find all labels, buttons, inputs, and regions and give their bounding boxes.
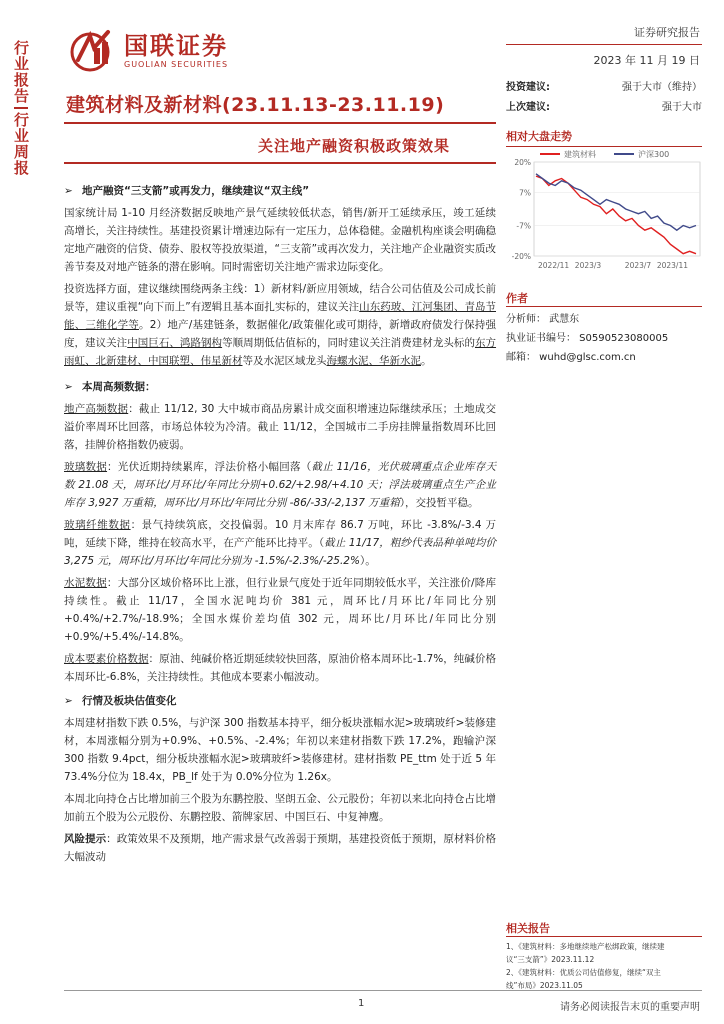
risk-note: 风险提示：政策效果不及预期，地产需求景气改善弱于预期，基建投资低于预期，原材料价格大幅波动 xyxy=(64,833,497,863)
paragraph-realestate: 地产高频数据：截止 11/12, 30 大中城市商品房累计成交面积增速边际继续承压；土地成交溢价率周环比回落，市场总体较为冷清。截止 11/12，全国城市二手房挂牌量指数周环比回落，挂牌价格指数仍疲弱。 xyxy=(64,403,496,451)
side-label-report: 行业报告 xyxy=(12,40,30,104)
subtitle-rule xyxy=(64,162,496,164)
related-report-1b[interactable]: 议“三支箭”》2023.11.12 xyxy=(506,955,595,964)
author-rule xyxy=(506,306,702,307)
legend-label-0: 建筑材料 xyxy=(564,150,596,159)
legend-label-1: 沪深300 xyxy=(638,150,670,159)
rating-prev-value: 强于大市 xyxy=(662,102,702,113)
report-type: 证券研究报告 xyxy=(634,26,700,39)
paragraph-glass: 玻璃数据：光伏近期持续累库，浮法价格小幅回落（截止 11/16，光伏玻璃重点企业库存天数 21.08 天，周环比/月环比/年同比分别+0.62/+2.98/+4.10 天；浮法玻璃重点生产企业库存 3,927 万重箱，周环比/月环比/年同比分别 -86/-33/-2,137 万重箱），交投暂平稳。 xyxy=(64,461,497,509)
main-body xyxy=(64,180,496,870)
series-line-0 xyxy=(536,176,696,254)
footer-rule xyxy=(64,990,702,991)
section-heading-3: ➢ 行情及板块估值变化 xyxy=(64,692,496,710)
section-heading-1: ➢ 地产融资“三支箭”或再发力，继续建议“双主线” xyxy=(64,182,496,200)
y-tick-label: 20% xyxy=(514,158,531,167)
footer-disclaimer: 请务必阅读报告末页的重要声明 xyxy=(560,1002,700,1013)
side-label xyxy=(0,40,42,280)
paragraph-3: 本周建材指数下跌 0.5%，与沪深 300 指数基本持平，细分板块涨幅水泥>玻璃玻纤>装修建材，本周涨幅分别为+0.9%、+0.5%、-2.4%；年初以来建材指数下跌 17.2%，跑输沪深 300 指数 9.4pct，细分板块涨幅水泥>玻璃玻纤>装修建材。建材指数 PE_ttm 处于近 5 年 73.4%分位为 18.4x，PB_lf 处于为 0.0%分位为 1.26x。 xyxy=(64,717,496,783)
report-date: 2023 年 11 月 19 日 xyxy=(593,54,700,67)
section-heading-2: ➢ 本周高频数据： xyxy=(64,378,496,396)
relative-performance-chart xyxy=(504,148,702,272)
rating-block xyxy=(506,78,702,118)
x-tick-label: 2023/7 xyxy=(624,261,652,270)
page-number: 1 xyxy=(358,998,365,1009)
company-logo xyxy=(68,24,288,76)
logo-text-cn: 国联证券 xyxy=(124,31,228,60)
header-rule xyxy=(506,44,702,45)
license-number: 执业证书编号： S0590523080005 xyxy=(506,333,669,344)
rating-current-value: 强于大市（维持） xyxy=(622,82,702,93)
author-title: 作者 xyxy=(506,292,528,305)
paragraph-cement: 水泥数据：大部分区域价格环比上涨，但行业景气度处于近年同期较低水平，关注涨价/降库持续性。截止 11/17，全国水泥吨均价 381 元，周环比/月环比/年同比分别+0.4%/+2.7%/-18.9%；全国水煤价差均值 302 元，周环比/月环比/年同比分别+0.9%/+5.4%/-14.8%。 xyxy=(64,577,497,643)
x-tick-label: 2023/3 xyxy=(574,261,602,270)
arrow-icon: ➢ xyxy=(64,695,73,707)
logo-text-en: GUOLIAN SECURITIES xyxy=(124,59,229,69)
side-separator xyxy=(14,107,28,109)
logo-mark-icon xyxy=(68,26,116,74)
related-report-2b[interactable]: 线”布局》2023.11.05 xyxy=(506,981,583,990)
paragraph-2: 投资选择方面，建议继续围绕两条主线：1）新材料/新应用领域，结合公司估值及公司成长前景等，建议重视“向下而上”有逻辑且基本面扎实标的，建议关注山东药玻、江河集团、青岛节能、三维化学等。2）地产/基建链条，数据催化/政策催化或可期待，新增政府债发行保持强度，建议关注中国巨石、鸿路钢构等顺周期低估值标的，同时建议关注消费建材龙头标的东方雨虹、北新建材、中国联塑、伟星新材等及水泥区域龙头海螺水泥、华新水泥。 xyxy=(64,283,497,367)
plot-frame xyxy=(534,162,700,256)
chart-title: 相对大盘走势 xyxy=(506,130,572,143)
x-tick-label: 2022/11 xyxy=(538,261,570,270)
chart-title-rule xyxy=(506,146,702,147)
y-tick-label: -7% xyxy=(516,221,531,231)
paragraph-4: 本周北向持仓占比增加前三个股为东鹏控股、坚朗五金、公元股份；年初以来北向持仓占比增加前五个股为公元股份、东鹏控股、箭牌家居、中国巨石、中复神鹰。 xyxy=(64,793,496,823)
report-title: 建筑材料及新材料(23.11.13-23.11.19) xyxy=(66,94,445,116)
rating-prev-label: 上次建议: xyxy=(506,102,550,113)
paragraph-fiber: 玻璃纤维数据：景气持续筑底，交投偏弱。10 月末库存 86.7 万吨，环比 -3.8%/-3.4 万吨，延续下降，维持在较高水平，在产产能环比持平。（截止 11/17，粗纱代表品种单吨均价 3,275 元，周环比/月环比/年同比分别为 -1.5%/-2.3%/-25.2%）。 xyxy=(64,519,496,567)
related-report-2a[interactable]: 2、《建筑材料：优质公司估值修复，继续“双主 xyxy=(506,968,661,977)
paragraph-1: 国家统计局 1-10 月经济数据反映地产景气延续较低状态，销售/新开工延续承压，竣工延续高增长，关注持续性。基建投资累计增速边际有一定压力，总体稳健。金融机构座谈会明确稳定地产融资的信贷、债券、股权等投放渠道，“三支箭”或再次发力，关注地产企业融资实质改善节奏及对地产链条的潜在影响。同时需密切关注地产需求边际变化。 xyxy=(64,207,496,273)
related-report-1a[interactable]: 1、《建筑材料：多地继续地产松绑政策，继续建 xyxy=(506,942,665,951)
report-subtitle: 关注地产融资积极政策效果 xyxy=(258,137,451,155)
analyst-email: 邮箱： wuhd@glsc.com.cn xyxy=(506,352,636,363)
series-line-1 xyxy=(536,174,696,230)
rating-current-label: 投资建议: xyxy=(506,82,550,93)
related-title: 相关报告 xyxy=(506,922,550,935)
y-tick-label: -20% xyxy=(511,252,531,261)
analyst-name: 分析师： 武慧东 xyxy=(506,314,580,325)
arrow-icon: ➢ xyxy=(64,381,73,393)
related-reports xyxy=(506,940,704,992)
author-block xyxy=(506,310,668,367)
x-tick-label: 2023/11 xyxy=(656,261,688,270)
y-tick-label: 7% xyxy=(519,188,531,198)
title-rule xyxy=(64,122,496,124)
paragraph-cost: 成本要素价格数据：原油、纯碱价格近期延续较快回落，原油价格本周环比-1.7%，纯碱价格本周环比-6.8%，关注持续性。其他成本要素小幅波动。 xyxy=(64,653,497,683)
side-label-weekly: 行业周报 xyxy=(12,112,30,176)
arrow-icon: ➢ xyxy=(64,185,73,197)
related-rule xyxy=(506,936,702,937)
